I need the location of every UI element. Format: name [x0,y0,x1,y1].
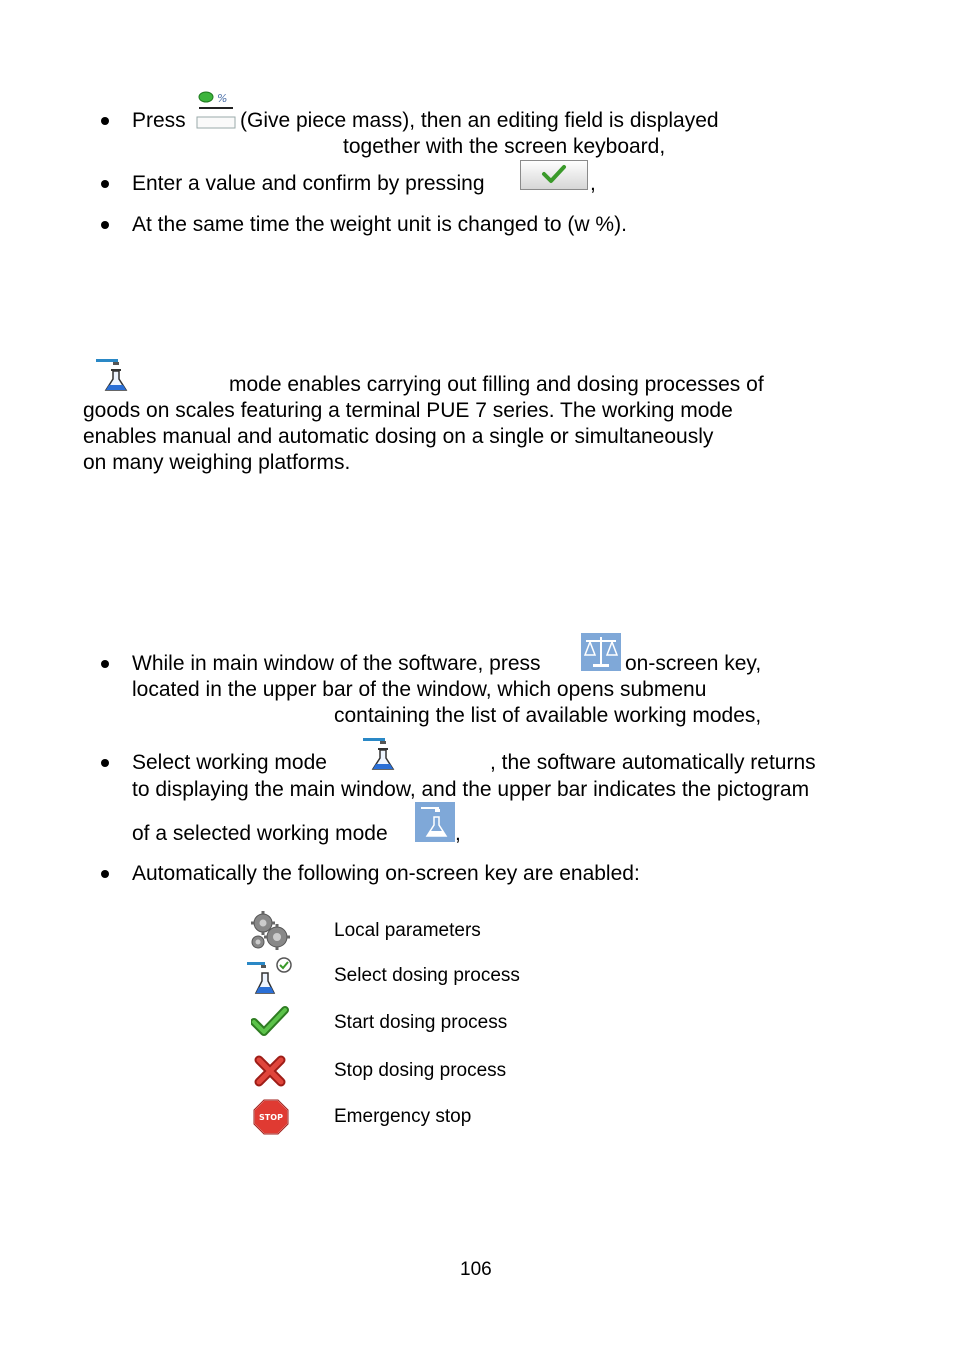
scale-modes-icon[interactable] [581,633,621,671]
checkmark-icon[interactable] [251,1006,289,1038]
intro-line1: mode enables carrying out filling and dosing processes of [229,373,764,396]
step1-text-b: on-screen key, [625,652,762,675]
flask-check-icon[interactable] [246,956,294,998]
unit-change-text: At the same time the weight unit is changed to (w %). [132,213,627,236]
stop-sign-text: STOP [259,1113,283,1122]
svg-text:%: % [217,92,228,105]
dosing-mode-icon [95,357,131,395]
key-label-emergency-stop: Emergency stop [334,1106,472,1127]
key-label-local-parameters: Local parameters [334,920,481,941]
key-label-start-dosing-process: Start dosing process [334,1012,508,1033]
bullet [101,759,109,767]
enter-value-text: Enter a value and confirm by pressing [132,172,485,195]
step1-line3: containing the list of available working modes, [334,704,762,727]
bullet [101,660,109,668]
editing-line2: together with the screen keyboard, [343,135,666,158]
give-piece-mass-icon[interactable] [196,89,236,131]
intro-line2: goods on scales featuring a terminal PUE 7 series. The working mode [83,399,733,422]
step2-line2: to displaying the main window, and the upper bar indicates the pictogram [132,778,810,801]
bullet [101,221,109,229]
bullet [101,180,109,188]
bullet [101,870,109,878]
gears-icon[interactable] [248,910,292,952]
dosing-mode-pictogram-icon [415,802,455,842]
key-label-select-dosing-process: Select dosing process [334,965,520,986]
stop-sign-icon[interactable] [252,1099,290,1135]
step2-text-a: Select working mode [132,751,327,774]
confirm-button[interactable] [520,160,588,190]
enter-value-suffix: , [590,172,596,195]
intro-line3: enables manual and automatic dosing on a single or simultaneously [83,425,714,448]
step1-text-a: While in main window of the software, press [132,652,541,675]
step1-line2: located in the upper bar of the window, which opens submenu [132,678,707,701]
step2-text-d: , [455,822,461,845]
red-x-icon[interactable] [254,1055,286,1087]
intro-line4: on many weighing platforms. [83,451,351,474]
give-piece-mass-text: (Give piece mass), then an editing field is displayed [240,109,719,132]
step2-text-b: , the software automatically returns [490,751,816,774]
press-label: Press [132,109,186,132]
bullet [101,117,109,125]
page-number: 106 [460,1259,492,1280]
key-label-stop-dosing-process: Stop dosing process [334,1060,507,1081]
step2-text-c: of a selected working mode [132,822,388,845]
dosing-mode-icon[interactable] [362,736,398,774]
step3-text: Automatically the following on-screen key are enabled: [132,862,640,885]
